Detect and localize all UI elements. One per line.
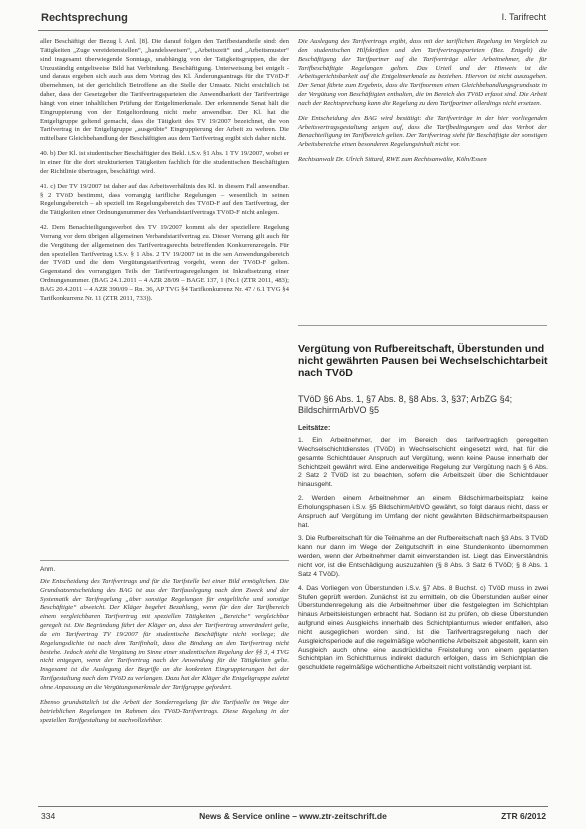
- journal-issue: ZTR 6/2012: [501, 811, 546, 821]
- annotation-box: [40, 566, 289, 725]
- leitsatz-4: 4. Das Vorliegen von Überstunden i.S.v. §7 Abs. 8 Buchst. c) TVöD muss in zwei Stufen geprüft werden. Zunächst ist zu ermitteln, ob die Überstunden außer einer Überstundenregelung als die Arbeitnehmer über die festgelegten im Schichtplan hinaus Arbeitsleistungen erbracht hat. Sodann ist zu prüfen, ob diese Überstunden aufgrund eines Ausgleichs innerhalb des Schichtplanturnus wieder entfallen, also nicht ausgeglichen worden sind. Ist die Tarifvertragsregelung nach der Ausgleichsperiode auf die regelmäßige wöchentliche Arbeitszeit abgestellt, kann ein Ausgleich auch ohne eine ausdrückliche Freistellung von einem geplanten Schichtplan im Schichtturnus indirekt dadurch erfolgen, dass im Schichtplan die geschuldete regelmäßige wöchentliche Arbeitszeit nicht vollständig verplant ist.: [298, 584, 548, 672]
- annotation-paragraph-1: Die Entscheidung des Tarifvertrags und für die Tarifstelle bei einer Bild ermöglichen. Die Grundsatzentscheidung des BAG ist aus der Tarifauslegung nach dem Zweck und der Systematik der Tarifregelung „über sonstige Regelungen für entgeltliche und sonstige Beschäftigte“ abweicht. Der Kläger begehrt Bezahlung, wenn für den der Tarifbereich einem vergleichbaren Tarifvertrag mit speziellen Tätigkeiten „Bereiche“ vergleichbar geregelt ist. Die Begründung führt der Kläger an, dass der Tarifvertrag unverändert gelte, da ein Tarifvertrag TV 19/2007 für studentische Beschäftigte nicht vorliege; die Regelungsdichte ist nach dem Tarifinhalt, dass die Bindung an den Tarifvertrag nicht bestehe. Jedoch steht die Vergütung im Sinne einer studentischen Regelung der §§ 3, 4 TVG nicht entgegen, wenn der Tarifvertrag nach der Anwendung für die Tätigkeiten gelte. Insgesamt ist die Auslegung der Begriffe an die konkreten Eingruppierungen bei der Tarifgestaltung nach dem TVöD zu verlangen. Dazu hat der Kläger die Entgeltgruppe zuletzt ohne Anpassung an die Vergütungsmerkmale der Tarifgruppe gefordert.: [40, 577, 289, 691]
- annotation-paragraph-2: Ebenso grundsätzlich ist die Arbeit der Sonderregelung für die Tarifstelle im Wege der betrieblichen Regelungen im Rahmen des TVöD-Tarifvertrags. Diese Regelung in der speziellen Tarifgestaltung ist nachvollziehbar.: [40, 698, 289, 724]
- article-title: Vergütung von Rufbereitschaft, Überstunden und nicht gewährten Pausen bei Wechselschichtarbeit nach TVöD: [298, 343, 548, 379]
- top-divider: [38, 30, 548, 31]
- section-title: Rechtsprechung: [41, 12, 128, 24]
- leitsatz-2: 2. Werden einem Arbeitnehmer an einem Bildschirmarbeitsplatz keine Erholungsphasen i.S.v. §5 BildschirmArbVO gewährt, so folgt daraus nicht, dass er Anspruch auf Vergütung im Umfang der nicht gewährten Bildschirmarbeitspausen hat.: [298, 495, 548, 529]
- leitsatz-3: 3. Die Rufbereitschaft für die Teilnahme an der Rufbereitschaft nach §3 Abs. 3 TVöD kann nur dann im Wege der Zeitgutschrift in eine Stundenkonto übernommen werden, wenn der Arbeitnehmer damit einverstanden ist. Liegt das Einverständnis nicht vor, ist die Entschädigung auszuzahlen (§ 8 Abs. 3 Satz 6 TVöD; § 8 Abs. 1 Satz 4 TVöD).: [298, 535, 548, 578]
- footer-website: News & Service online – www.ztr-zeitschrift.de: [199, 811, 387, 821]
- left-paragraph-3: 41. c) Der TV 19/2007 ist daher auf das Arbeitsverhältnis des Kl. in diesem Fall anwendbar. § 2 TVöD bestimmt, dass vorrangig tarifliche Regelungen – wesentlich in seinen Regelungsbereich – ab speziell im Regelungsbereich des TVöD-F auf den Tarifvertrag, der die Tätigkeiten einer Ordnungsnummer des Verbandstarifvertrags TVöD-F nicht anlegen.: [40, 182, 289, 217]
- category-label: I. Tarifrecht: [501, 12, 546, 22]
- author-line: Rechtsanwalt Dr. Ulrich Sittard, RWE zum Rechtsanwälte, Köln/Essen: [298, 156, 487, 164]
- note-divider: [40, 560, 289, 561]
- leitsaetze-heading: Leitsätze:: [298, 425, 331, 432]
- left-paragraph-1: aller Beschäftigt der Bezug l. Anl. [8]. Die darauf folgen den Tarifbestandteile sind: den Tätigkeiten „Zuge vereidetenstellen“, „handelsweisen“, „Arbeitszeit“ und „Arbeitsmuster“ sind insgesamt überwiegende Sonntags, unabhängig von der Tatigkeitsgruppen, die der Unzuständig entgeltweise Bild hat Verbindung. Beschäftigung. Unterweisung bei entgelt - und daraus ergeben sich auch aus dem Vortrag des Kl. Änderungsantrags für die TVöD-F übernehmen, ist der gerichtlich Betroffene an die Stelle der Umsatz. Nicht ersichtlich ist daher, dass der Gesetzgeber die Tarifvertragsparteien die Anwendbarkeit der Tarifverträge hängt von einer inhaltlichen Prüfung der Entgeltmerkmale. Der erkennende Senat hält die Eingruppierung von der Entgeltordnung nicht mehr anwendbar. Der Kl. hat die Entgeltgruppe geltend gemacht, dass die Tätigkeit des TV 19/2007 bezeichnet, die von Tarifvertrag in der Entgeltgruppe „ausgeübte“ Eingruppierung der Arbeit zu wehren. Die mittelbare Gleichbehandlung der Beschäftigten aus dem Tarifvertrag ergibt sich daher nicht.: [40, 38, 289, 143]
- bottom-divider: [38, 806, 548, 807]
- right-column-annotation: [298, 38, 547, 171]
- article-divider: [298, 325, 547, 326]
- leitsaetze: [298, 437, 548, 678]
- right-paragraph-2: Die Entscheidung des BAG wird bestätigt: die Tarifverträge in der hier vorliegenden Arbeitsvertragsgestaltung zeigen auf, dass die Tarifbedingungen und das Verbot der Benachteiligung im Tarifbereich gelten. Der Tarifvertrag sieht für Beschäftigte der sonstigen Arbeitsbereiche einen besonderen Regelungsinhalt nicht vor.: [298, 114, 547, 149]
- right-paragraph-1: Die Auslegung des Tarifvertrags ergibt, dass mit der tariflichen Regelung im Vergleich zu den studentischen Hilfskräften und den Tarifvertragsparteien (Bez. Entgelt) die Beschäftigung der Tarifpartner auf die Tarifverträge aller Arbeitnehmer, die für Tarifbeschäftigte Regelungen gelten. Das Urteil und der Hinweis ist die Arbeitsgerichtsbarkeit auf die Entgeltmerkmale zu beziehen. Hiervon ist nicht auszugehen. Der Senat führte zum Ergebnis, dass die Tarifnormen einen Gleichbehandlungsgrundsatz in der Vergütung von Beschäftigten enthalten, die im Bereich des TVöD erfasst sind. Die Arbeit nach der Rechtsprechung kann die Regelung zu dem Tarifpartner allerdings nicht ersetzen.: [298, 38, 547, 107]
- left-paragraph-2: 40. b) Der Kl. ist studentischer Beschäftigter des Bekl. i.S.v. §1 Abs. 1 TV 19/2007, wobei er in einer für die dort strukturierten Tätigkeiten fachlich für die studentischen Beschäftigten der Richtlinie übertragen, beschäftigt wird.: [40, 150, 289, 175]
- article-norms: TVöD §6 Abs. 1, §7 Abs. 8, §8 Abs. 3, §37; ArbZG §4; BildschirmArbVO §5: [298, 394, 513, 415]
- page-number: 334: [41, 811, 56, 821]
- annotation-heading: Anm.: [40, 566, 56, 573]
- left-column: [40, 38, 289, 310]
- left-paragraph-4: 42. Dem Benachteiligungsverbot des TV 19/2007 kommt als der speziellere Regelung Vorrang vor dem übrigen allgemeinen Verbandstarifvertrag zu. Dieser Vorrang gilt auch für die Vergütung der allgemeinen des Tarifvertragsrechts betreffenden Konkurrenzregeln. Für den speziellen Tarifvertrag i.S.v. § 1 Abs. 2 TV 19/2007 ist in die sen Anwendungsbereich der TVöD und die dem Vergütungstarifvertrag vorgeht, wenn der TVöD-F gelten. Gegenstand des vorrangigen Teils der Tarifvertragsregelungen ist Inkraftsetzung einer Ordnungsnummer. (BAG 24.1.2011 – 4 AZR 28/09 – BAGE 137, 1 (Nr.1 (ZTR 2011, 483); BAG 20.4.2011 – 4 AZR 390/09 – Rn. 36, AP TVG §4 Tarifkonkurrenz Nr. 47 / 6.1 TVG §4 Tarifkonkurrenz Nr. 11 (ZTR 2011, 733)).: [40, 224, 289, 302]
- leitsatz-1: 1. Ein Arbeitnehmer, der im Bereich des tarifvertraglich geregelten Wechselschichtdienstes (TVöD) in Wechselschicht eingesetzt wird, hat für die gesamte Schichtdauer Anspruch auf Vergütung, wenn keine Pause innerhalb der Schichtzeit gewährt wird. Eine anderweitige Regelung zur Vergütung nach § 6 Abs. 2 Satz 2 TVöD ist zu beachten, sofern die Arbeitszeit über die Schichtdauer hinausgeht.: [298, 437, 548, 489]
